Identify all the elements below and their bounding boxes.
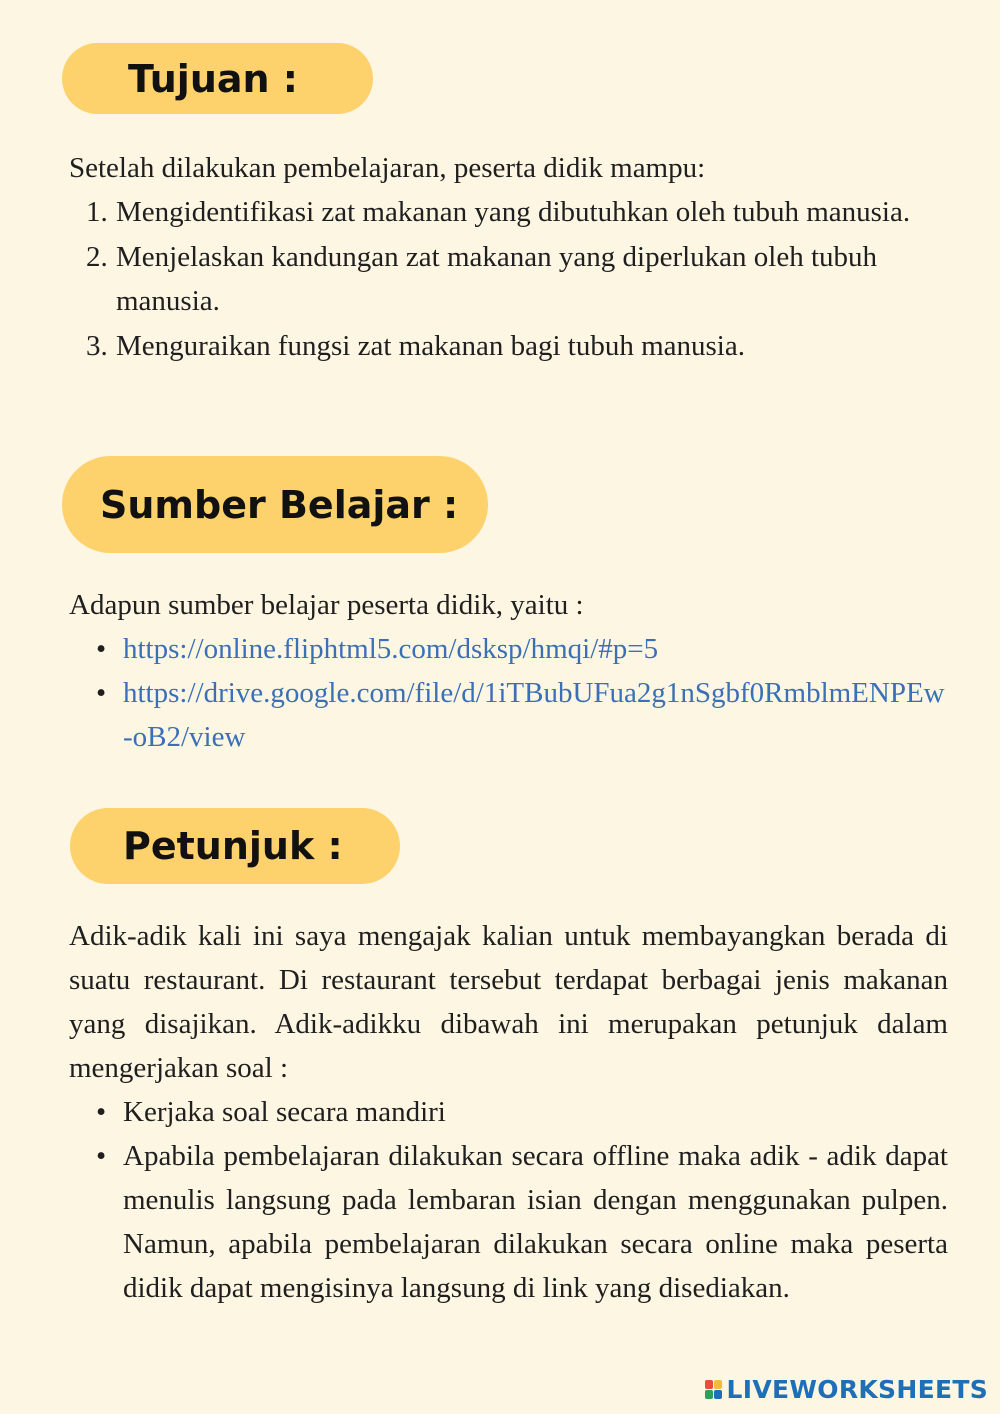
list-item (96, 671, 948, 759)
petunjuk-paragraph: Adik-adik kali ini saya mengajak kalian untuk membayangkan berada di suatu restaurant. Di restaurant tersebut terdapat berbagai jenis makanan yang disajikan. Adik-adikku dibawah ini merupakan petunjuk dalam mengerjakan soal : (69, 920, 948, 1084)
list-item (96, 1090, 948, 1134)
list-item (86, 324, 948, 369)
tujuan-heading: Tujuan : (62, 43, 373, 114)
bullet-icon: • (96, 633, 107, 665)
list-item-text: Kerjaka soal secara mandiri (123, 1096, 446, 1128)
liveworksheets-logo-icon (705, 1380, 722, 1399)
sumber-belajar-heading: Sumber Belajar : (62, 456, 488, 553)
tujuan-intro: Setelah dilakukan pembelajaran, peserta didik mampu: (69, 152, 706, 184)
sumber-intro: Adapun sumber belajar peserta didik, yaitu : (69, 589, 584, 621)
petunjuk-list (96, 1090, 948, 1310)
list-item (86, 235, 948, 324)
list-item-text: Menjelaskan kandungan zat makanan yang diperlukan oleh tubuh manusia. (116, 240, 878, 317)
bullet-icon: • (96, 677, 107, 709)
google-drive-link[interactable]: https://drive.google.com/file/d/1iTBubUFua2g1nSgbf0RmblmENPEw-oB2/view (123, 677, 945, 753)
liveworksheets-logo (705, 1375, 988, 1404)
logo-square-blue (714, 1390, 722, 1399)
list-item (96, 627, 948, 671)
list-item-number: 1. (86, 196, 108, 228)
sumber-link-list (96, 627, 948, 759)
list-item-text: Menguraikan fungsi zat makanan bagi tubuh manusia. (116, 329, 745, 362)
brand-name: LIVEWORKSHEETS (726, 1375, 988, 1404)
bullet-icon: • (96, 1140, 107, 1172)
petunjuk-heading: Petunjuk : (70, 808, 400, 884)
list-item (86, 190, 948, 235)
logo-square-red (705, 1380, 713, 1389)
list-item (96, 1134, 948, 1310)
logo-square-green (705, 1390, 713, 1399)
list-item-number: 3. (86, 329, 108, 362)
list-item-text: Mengidentifikasi zat makanan yang dibutuhkan oleh tubuh manusia. (116, 196, 911, 228)
list-item-text: Apabila pembelajaran dilakukan secara offline maka adik - adik dapat menulis langsung pada lembaran isian dengan menggunakan pulpen. Namun, apabila pembelajaran dilakukan secara online maka peserta didik dapat mengisinya langsung di link yang disediakan. (123, 1140, 948, 1304)
fliphtml5-link[interactable]: https://online.fliphtml5.com/dsksp/hmqi/#p=5 (123, 633, 659, 665)
bullet-icon: • (96, 1096, 107, 1128)
tujuan-list (86, 190, 948, 368)
logo-square-yellow (714, 1380, 722, 1389)
list-item-number: 2. (86, 240, 108, 273)
